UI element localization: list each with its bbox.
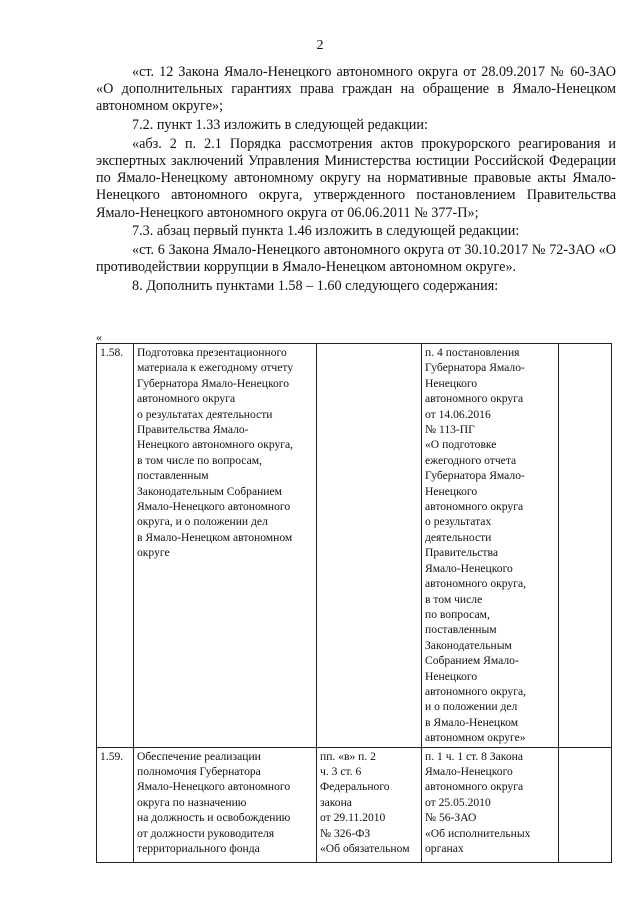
paragraph-7-3: 7.3. абзац первый пункта 1.46 изложить в следующей редакции: [132, 223, 520, 240]
cell-line: п. 1 ч. 1 ст. 8 Закона [425, 749, 523, 763]
cell-line: автономного округа [425, 500, 524, 514]
body-text [96, 64, 616, 297]
cell-task [134, 344, 317, 748]
cell-line: в том числе [425, 592, 483, 606]
cell-line: автономного округа [425, 780, 524, 794]
cell-line: «Об обязательном [320, 842, 410, 855]
cell-line: № 56-ЗАО [425, 811, 477, 825]
cell-line: Ненецкого [425, 376, 478, 390]
cell-line: Правительства [425, 546, 498, 560]
paragraph-article-12: «ст. 12 Закона Ямало-Ненецкого автономного округа от 28.09.2017 № 60-ЗАО «О дополнительных гарантиях права граждан на обращение в Ямало-Ненецком автономном округе»; [96, 64, 616, 115]
cell-line: Ненецкого автономного округа, [137, 438, 294, 452]
paragraph-article-6: «ст. 6 Закона Ямало-Ненецкого автономного округа от 30.10.2017 № 72-ЗАО «О противодействии коррупции в Ямало-Ненецком автономном округе». [96, 242, 616, 276]
cell-line: п. 4 постановления [425, 346, 520, 359]
opening-quote: « [96, 330, 102, 344]
cell-line: «Об исполнительных [425, 826, 531, 840]
table-row [97, 747, 612, 862]
cell-line: Ненецкого [425, 484, 478, 498]
cell-line: Законодательным Собранием [137, 484, 282, 498]
cell-line: и о положении дел [425, 700, 518, 714]
cell-line: органах [425, 842, 464, 855]
cell-task [134, 747, 317, 862]
cell-line: Ненецкого [425, 669, 478, 683]
cell-line: Губернатора Ямало- [425, 469, 525, 483]
cell-line: поставленным [425, 623, 497, 637]
cell-line: № 113-ПГ [425, 423, 475, 437]
cell-line: округа, и о положении дел [137, 515, 268, 529]
cell-line: Ямало-Ненецкого автономного [137, 500, 291, 514]
cell-line: Ямало-Ненецкого автономного [137, 780, 291, 794]
paragraph-7-2: 7.2. пункт 1.33 изложить в следующей редакции: [132, 117, 428, 134]
cell-line: на должность и освобождению [137, 811, 291, 825]
paragraph-abz-2: «абз. 2 п. 2.1 Порядка рассмотрения актов прокурорского реагирования и экспертных заключений Управления Министерства юстиции Российской Федерации по Ямало-Ненецкому автономному округу на нормативные правовые акты Ямало-Ненецкого автономного округа, утвержденного постановлением Правительства Ямало-Ненецкого автономного округа от 06.06.2011 № 377-П»; [96, 135, 616, 221]
cell-number: 1.58. [97, 344, 134, 748]
page-number: 2 [316, 38, 324, 53]
cell-line: № 326-ФЗ [320, 826, 371, 840]
decree-table [96, 343, 612, 863]
cell-line: «О подготовке [425, 438, 497, 452]
table-row [97, 344, 612, 748]
cell-line: Губернатора Ямало- [425, 361, 525, 375]
cell-line: от 29.11.2010 [320, 811, 386, 825]
cell-line: Подготовка презентационного [137, 346, 287, 359]
cell-line: Ямало-Ненецкого [425, 764, 513, 778]
cell-line: Правительства Ямало- [137, 423, 249, 437]
cell-line: автономного округа [425, 392, 524, 406]
cell-line: автономного округа [137, 392, 236, 406]
cell-line: ч. 3 ст. 6 [320, 764, 362, 778]
cell-line: пп. «в» п. 2 [320, 749, 376, 763]
cell-line: Ямало-Ненецкого [425, 561, 513, 575]
cell-federal-law [317, 747, 422, 862]
cell-line: материала к ежегодному отчету [137, 361, 294, 375]
cell-line: деятельности [425, 530, 492, 544]
cell-line: в том числе по вопросам, [137, 453, 262, 467]
cell-line: автономного округа, [425, 577, 526, 591]
cell-line: в Ямало-Ненецком автономном [137, 530, 293, 544]
cell-line: Федерального [320, 780, 390, 794]
cell-line: поставленным [137, 469, 209, 483]
cell-line: Обеспечение реализации [137, 749, 261, 763]
cell-line: о результатах [425, 515, 492, 529]
cell-line: округе [137, 546, 170, 560]
cell-regional-law [422, 747, 559, 862]
cell-line: от 14.06.2016 [425, 407, 491, 421]
cell-line: от 25.05.2010 [425, 795, 491, 809]
cell-regional-law [422, 344, 559, 748]
cell-extra [559, 344, 612, 748]
cell-line: полномочия Губернатора [137, 764, 261, 778]
cell-line: автономном округе» [425, 731, 526, 745]
cell-line: территориального фонда [137, 842, 260, 855]
cell-line: Законодательным [425, 638, 512, 652]
cell-line: по вопросам, [425, 607, 490, 621]
cell-line: от должности руководителя [137, 826, 275, 840]
cell-line: в Ямало-Ненецком [425, 715, 519, 729]
cell-line: Собранием Ямало- [425, 654, 519, 668]
cell-line: автономного округа, [425, 684, 526, 698]
cell-line: Губернатора Ямало-Ненецкого [137, 376, 290, 390]
paragraph-8: 8. Дополнить пунктами 1.58 – 1.60 следующего содержания: [132, 277, 499, 294]
cell-number: 1.59. [97, 747, 134, 862]
cell-extra [559, 747, 612, 862]
cell-federal-law [317, 344, 422, 748]
cell-line: закона [320, 795, 352, 809]
cell-line: ежегодного отчета [425, 453, 517, 467]
cell-line: округа по назначению [137, 795, 247, 809]
cell-line: о результатах деятельности [137, 407, 273, 421]
